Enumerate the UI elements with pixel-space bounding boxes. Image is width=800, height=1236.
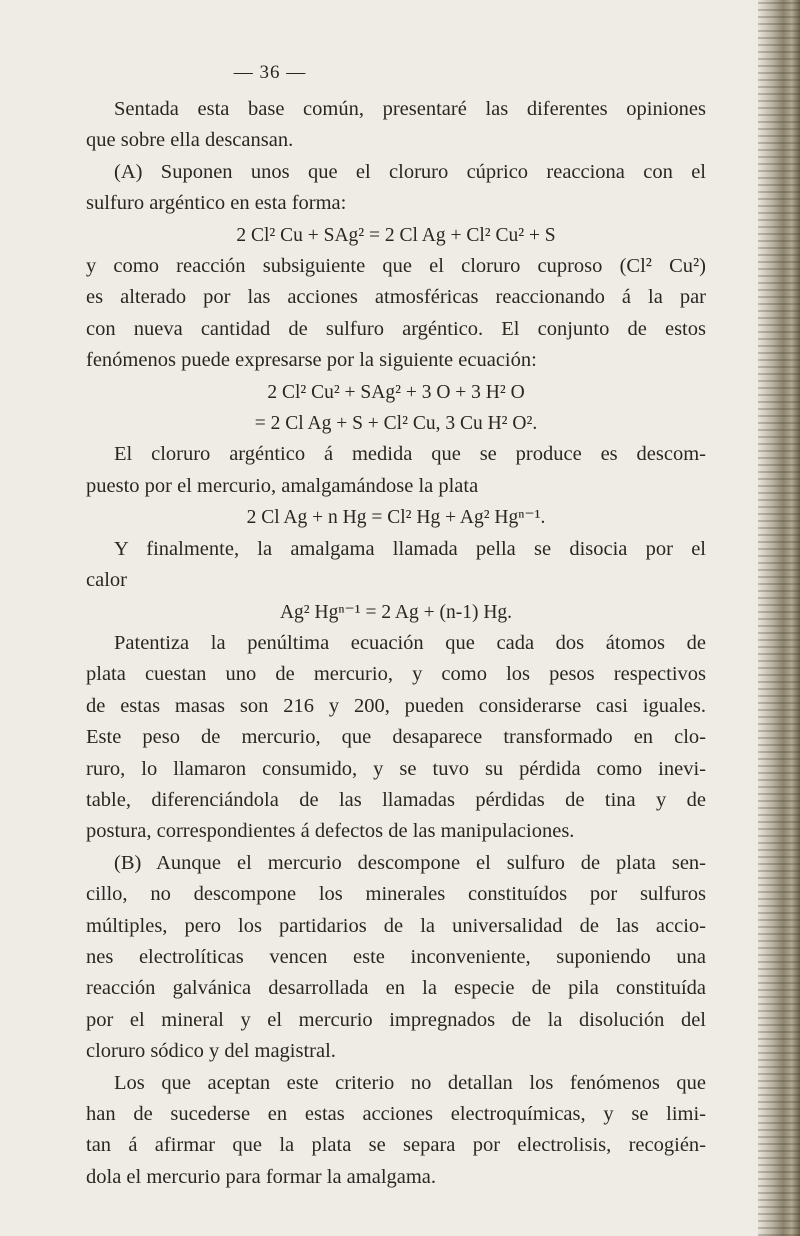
text-line: es alterado por las acciones atmosféricas reaccionando á la par xyxy=(86,286,706,309)
text-line: dola el mercurio para formar la amalgama. xyxy=(86,1165,437,1188)
text-line: (A) Suponen unos que el cloruro cúprico reacciona con el xyxy=(114,160,706,183)
text-line: Patentiza la penúltima ecuación que cada dos átomos de xyxy=(114,631,706,654)
text-line: nes electrolíticas vencen este inconveniente, suponiendo una xyxy=(86,945,706,968)
equation-line: Ag² Hgⁿ⁻¹ = 2 Ag + (n-1) Hg. xyxy=(279,601,513,623)
text-line: fenómenos puede expresarse por la siguiente ecuación: xyxy=(86,349,537,372)
text-line: que sobre ella descansan. xyxy=(86,129,294,152)
text-line: Sentada esta base común, presentaré las diferentes opiniones xyxy=(114,98,706,120)
text-line: sulfuro argéntico en esta forma: xyxy=(86,192,347,215)
text-line: (B) Aunque el mercurio descompone el sulfuro de plata sen- xyxy=(114,851,706,874)
text-line: y como reacción subsiguiente que el cloruro cuproso (Cl² Cu²) xyxy=(86,255,706,278)
text-line: tan á afirmar que la plata se separa por electrolisis, recogién- xyxy=(86,1134,706,1157)
text-line: con nueva cantidad de sulfuro argéntico. El conjunto de estos xyxy=(86,317,706,340)
page-number: — 36 — xyxy=(233,62,307,83)
equation-line: = 2 Cl Ag + S + Cl² Cu, 3 Cu H² O². xyxy=(254,413,538,435)
text-line: plata cuestan uno de mercurio, y como los pesos respectivos xyxy=(86,663,706,686)
equation-line: 2 Cl Ag + n Hg = Cl² Hg + Ag² Hgⁿ⁻¹. xyxy=(246,507,546,529)
text-line: postura, correspondientes á defectos de las manipulaciones. xyxy=(86,820,575,843)
body-text xyxy=(86,94,706,1193)
text-line: El cloruro argéntico á medida que se produce es descom- xyxy=(114,443,706,466)
text-line: por el mineral y el mercurio impregnados de la disolución del xyxy=(86,1008,706,1031)
text-line: calor xyxy=(86,569,127,592)
text-line: cillo, no descompone los minerales constituídos por sulfuros xyxy=(86,883,706,906)
text-line: Los que aceptan este criterio no detallan los fenómenos que xyxy=(114,1071,706,1094)
text-line: Este peso de mercurio, que desaparece transformado en clo- xyxy=(86,726,706,749)
text-line: han de sucederse en estas acciones electroquímicas, y se limi- xyxy=(86,1103,706,1125)
equation-line: 2 Cl² Cu² + SAg² + 3 O + 3 H² O xyxy=(267,381,525,403)
text-line: puesto por el mercurio, amalgamándose la plata xyxy=(86,474,479,497)
text-line: cloruro sódico y del magistral. xyxy=(86,1040,336,1063)
text-line: de estas masas son 216 y 200, pueden considerarse casi iguales. xyxy=(86,694,706,717)
page-edge-shadow xyxy=(758,0,800,1236)
text-line: múltiples, pero los partidarios de la universalidad de las accio- xyxy=(86,914,706,937)
text-line: table, diferenciándola de las llamadas pérdidas de tina y de xyxy=(86,788,706,811)
text-line: reacción galvánica desarrollada en la especie de pila constituída xyxy=(86,977,706,1000)
text-line: Y finalmente, la amalgama llamada pella se disocia por el xyxy=(114,537,706,560)
equation-line: 2 Cl² Cu + SAg² = 2 Cl Ag + Cl² Cu² + S xyxy=(236,224,556,246)
text-line: ruro, lo llamaron consumido, y se tuvo su pérdida como inevi- xyxy=(86,757,706,780)
